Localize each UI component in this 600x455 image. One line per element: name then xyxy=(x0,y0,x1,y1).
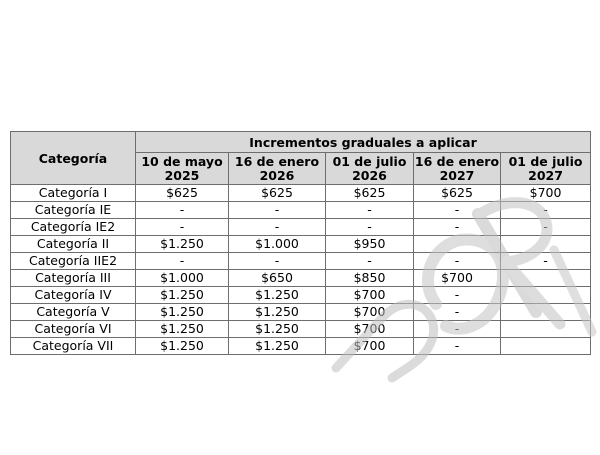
increment-cell: $1.250 xyxy=(136,236,229,253)
increment-cell: $700 xyxy=(326,338,414,355)
increment-cell: - xyxy=(326,202,414,219)
table-row xyxy=(11,270,591,287)
date-column-header xyxy=(414,153,501,185)
increment-cell xyxy=(414,236,501,253)
increment-cell: - xyxy=(414,321,501,338)
date-header-line2: 2026 xyxy=(259,167,295,183)
increment-cell: $700 xyxy=(326,304,414,321)
increment-cell: - xyxy=(501,202,591,219)
increment-cell: - xyxy=(414,287,501,304)
increment-cell: - xyxy=(414,253,501,270)
increment-cell xyxy=(501,270,591,287)
table-row xyxy=(11,304,591,321)
increment-cell: $700 xyxy=(414,270,501,287)
increment-cell: $1.000 xyxy=(229,236,326,253)
increment-cell xyxy=(501,287,591,304)
increment-cell xyxy=(501,304,591,321)
date-column-header xyxy=(501,153,591,185)
increment-cell: $1.250 xyxy=(229,321,326,338)
increment-cell: $700 xyxy=(326,287,414,304)
increment-cell: $700 xyxy=(326,321,414,338)
table-row xyxy=(11,321,591,338)
increment-cell: $950 xyxy=(326,236,414,253)
increment-cell: $1.250 xyxy=(136,321,229,338)
category-cell: Categoría IE2 xyxy=(11,219,136,236)
category-cell: Categoría IIE2 xyxy=(11,253,136,270)
date-column-header xyxy=(229,153,326,185)
table-header xyxy=(11,132,591,185)
category-cell: Categoría III xyxy=(11,270,136,287)
increment-cell: $850 xyxy=(326,270,414,287)
increment-cell: - xyxy=(229,253,326,270)
increment-cell: $1.000 xyxy=(136,270,229,287)
date-header-line2: 2025 xyxy=(164,167,200,183)
increment-cell: $1.250 xyxy=(229,338,326,355)
table-row xyxy=(11,287,591,304)
table-row xyxy=(11,202,591,219)
category-cell: Categoría IE xyxy=(11,202,136,219)
date-header-line1: 01 de julio xyxy=(508,153,583,169)
increment-cell: - xyxy=(136,202,229,219)
increment-cell: - xyxy=(326,253,414,270)
increment-cell: - xyxy=(229,219,326,236)
category-cell: Categoría II xyxy=(11,236,136,253)
increment-cell: $625 xyxy=(136,185,229,202)
increment-cell: - xyxy=(136,253,229,270)
increment-cell: $1.250 xyxy=(136,338,229,355)
table-row xyxy=(11,219,591,236)
date-header-line2: 2026 xyxy=(352,167,387,183)
increment-cell: $625 xyxy=(414,185,501,202)
increment-cell: - xyxy=(136,219,229,236)
increment-cell xyxy=(501,236,591,253)
increment-cell: - xyxy=(414,338,501,355)
increment-cell: $650 xyxy=(229,270,326,287)
table-row xyxy=(11,236,591,253)
date-column-header xyxy=(326,153,414,185)
table-row xyxy=(11,338,591,355)
increment-cell: - xyxy=(414,219,501,236)
increment-cell: - xyxy=(501,219,591,236)
table-body xyxy=(11,185,591,355)
category-cell: Categoría VII xyxy=(11,338,136,355)
date-header-line2: 2027 xyxy=(528,167,563,183)
date-column-header xyxy=(136,153,229,185)
category-cell: Categoría V xyxy=(11,304,136,321)
increment-cell: - xyxy=(414,202,501,219)
increment-cell xyxy=(501,321,591,338)
increment-cell: $1.250 xyxy=(229,287,326,304)
increment-cell: - xyxy=(229,202,326,219)
category-cell: Categoría VI xyxy=(11,321,136,338)
table-row xyxy=(11,253,591,270)
increment-cell: - xyxy=(414,304,501,321)
increment-cell: $1.250 xyxy=(229,304,326,321)
increment-cell: - xyxy=(326,219,414,236)
date-header-line1: 10 de mayo xyxy=(141,153,223,169)
date-header-line1: 01 de julio xyxy=(332,153,407,169)
category-cell: Categoría I xyxy=(11,185,136,202)
increments-group-header: Incrementos graduales a aplicar xyxy=(136,132,591,153)
date-header-line1: 16 de enero xyxy=(414,153,500,169)
category-cell: Categoría IV xyxy=(11,287,136,304)
salary-increment-table xyxy=(10,131,591,355)
table-row xyxy=(11,185,591,202)
increment-cell: $625 xyxy=(326,185,414,202)
increment-cell xyxy=(501,338,591,355)
increment-cell: - xyxy=(501,253,591,270)
date-header-line1: 16 de enero xyxy=(234,153,320,169)
increment-cell: $625 xyxy=(229,185,326,202)
date-header-line2: 2027 xyxy=(439,167,475,183)
increment-cell: $1.250 xyxy=(136,287,229,304)
increment-cell: $1.250 xyxy=(136,304,229,321)
category-column-header: Categoría xyxy=(11,132,136,185)
increment-cell: $700 xyxy=(501,185,591,202)
